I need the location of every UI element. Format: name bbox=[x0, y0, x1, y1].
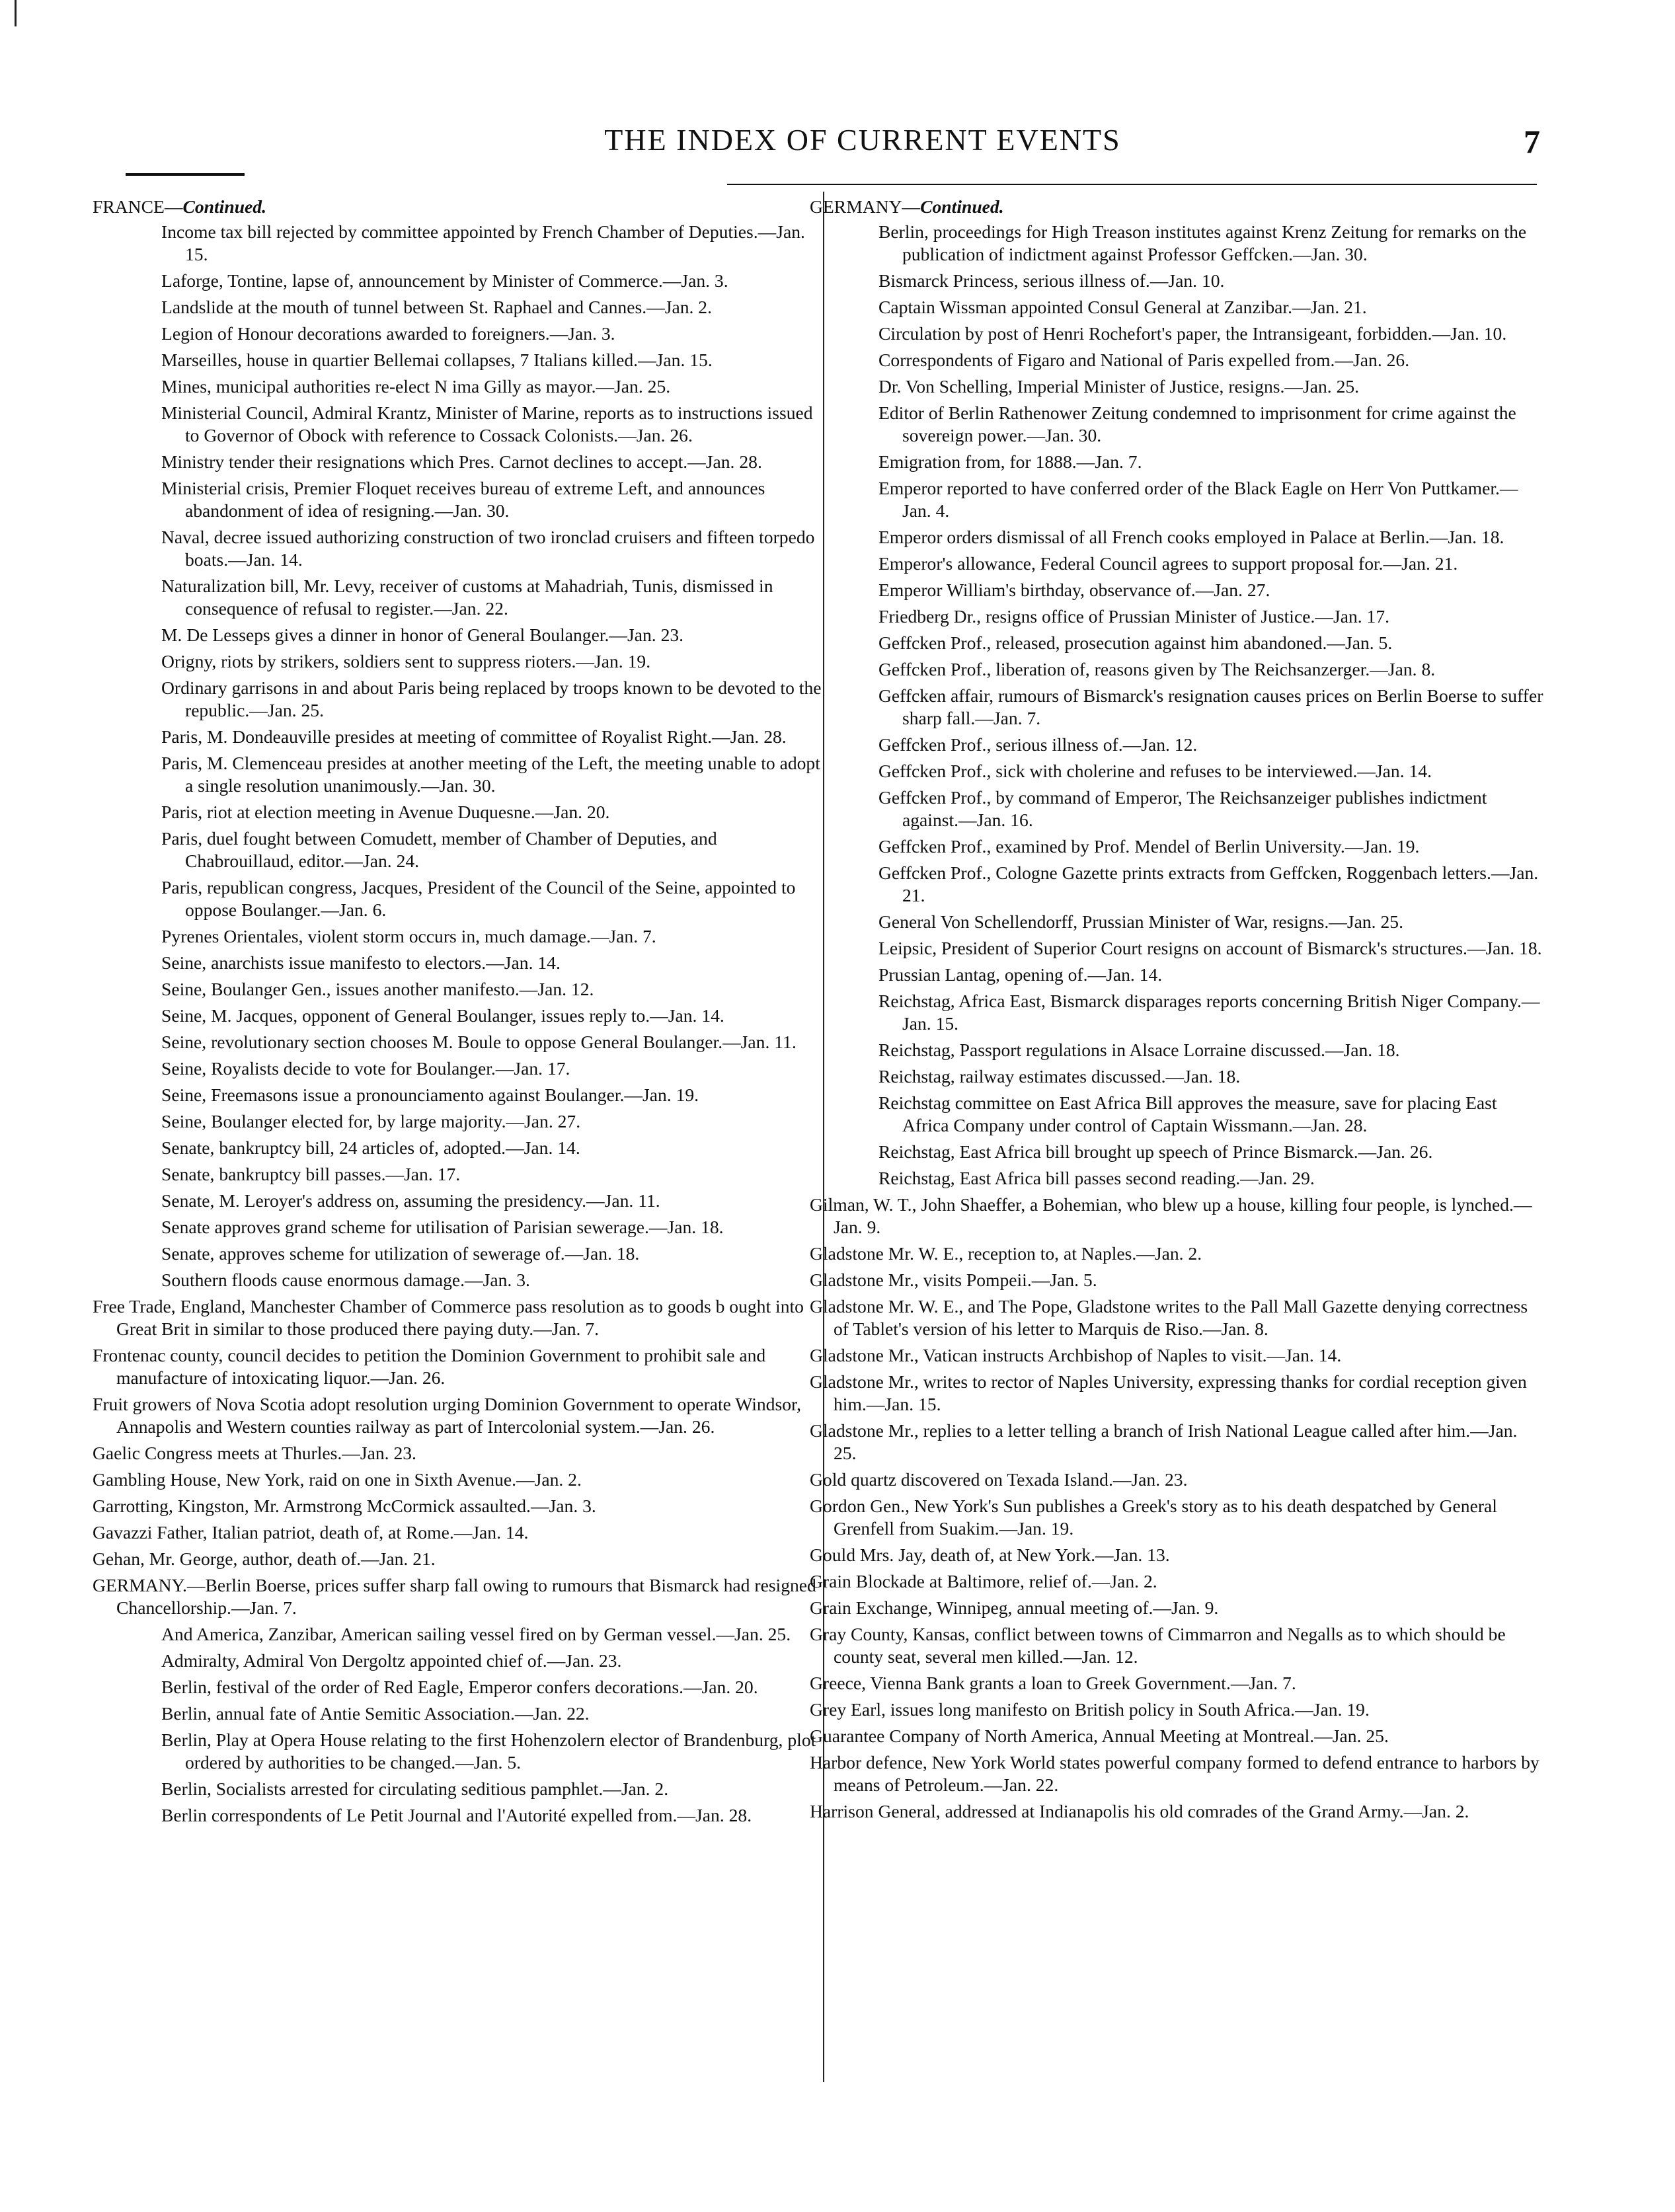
index-entry: Reichstag, East Africa bill passes second reading.—Jan. 29. bbox=[878, 1168, 1315, 1188]
index-entry: Gordon Gen., New York's Sun publishes a Greek's story as to his death despatched by General Grenfell from Suakim.—Jan. 19. bbox=[810, 1496, 1497, 1539]
index-entry: Emperor reported to have conferred order of the Black Eagle on Herr Von Puttkamer.—Jan. 4. bbox=[878, 478, 1518, 521]
section-name: FRANCE bbox=[93, 196, 165, 217]
index-entry: Senate, bankruptcy bill, 24 articles of, adopted.—Jan. 14. bbox=[161, 1137, 580, 1158]
index-entry: Seine, M. Jacques, opponent of General Boulanger, issues reply to.—Jan. 14. bbox=[161, 1005, 724, 1026]
index-entry: Seine, Freemasons issue a pronounciamento against Boulanger.—Jan. 19. bbox=[161, 1085, 699, 1105]
index-entry: Guarantee Company of North America, Annual Meeting at Montreal.—Jan. 25. bbox=[810, 1726, 1389, 1746]
index-entry: Fruit growers of Nova Scotia adopt resolution urging Dominion Government to operate Windsor, Annapolis and Western counties railway as part of Intercolonial system.—Jan. 26. bbox=[93, 1394, 801, 1437]
top-level-entries-left bbox=[93, 1295, 823, 1619]
section-heading-france: FRANCE—Continued. bbox=[93, 196, 266, 217]
index-entry: Harbor defence, New York World states powerful company formed to defend entrance to harbors by means of Petroleum.—Jan. 22. bbox=[810, 1752, 1539, 1795]
index-entry: Prussian Lantag, opening of.—Jan. 14. bbox=[878, 964, 1163, 985]
index-entry: Greece, Vienna Bank grants a loan to Greek Government.—Jan. 7. bbox=[810, 1673, 1296, 1693]
index-entry: Gladstone Mr. W. E., reception to, at Naples.—Jan. 2. bbox=[810, 1243, 1202, 1264]
index-entry: Berlin, festival of the order of Red Eagle, Emperor confers decorations.—Jan. 20. bbox=[161, 1677, 758, 1697]
index-entry: Laforge, Tontine, lapse of, announcement by Minister of Commerce.—Jan. 3. bbox=[161, 270, 728, 291]
index-entry: Reichstag, East Africa bill brought up speech of Prince Bismarck.—Jan. 26. bbox=[878, 1141, 1433, 1162]
index-entry: Southern floods cause enormous damage.—Jan. 3. bbox=[161, 1270, 530, 1290]
index-entry: Gold quartz discovered on Texada Island.—Jan. 23. bbox=[810, 1469, 1188, 1490]
header-rule-long bbox=[727, 184, 1537, 185]
index-entry: Gaelic Congress meets at Thurles.—Jan. 23. bbox=[93, 1443, 416, 1463]
index-entry: Berlin, annual fate of Antie Semitic Association.—Jan. 22. bbox=[161, 1703, 590, 1724]
index-entry: Geffcken Prof., by command of Emperor, The Reichsanzeiger publishes indictment against.—Jan. 16. bbox=[878, 787, 1487, 830]
index-entry: Berlin, Socialists arrested for circulating seditious pamphlet.—Jan. 2. bbox=[161, 1778, 669, 1799]
index-entry: Geffcken affair, rumours of Bismarck's resignation causes prices on Berlin Boerse to suffer sharp fall.—Jan. 7. bbox=[878, 685, 1543, 728]
index-entry: Ministry tender their resignations which Pres. Carnot declines to accept.—Jan. 28. bbox=[161, 451, 762, 472]
index-entry: Bismarck Princess, serious illness of.—Jan. 10. bbox=[878, 270, 1225, 291]
index-entry: Geffcken Prof., Cologne Gazette prints extracts from Geffcken, Roggenbach letters.—Jan. 21. bbox=[878, 862, 1539, 905]
index-entry: Ministerial crisis, Premier Floquet receives bureau of extreme Left, and announces abandonment of idea of resigning.—Jan. 30. bbox=[161, 478, 765, 521]
index-entry: Gladstone Mr., Vatican instructs Archbishop of Naples to visit.—Jan. 14. bbox=[810, 1345, 1342, 1365]
index-entry: Paris, M. Clemenceau presides at another meeting of the Left, the meeting unable to adopt a single resolution unanimously.—Jan. 30. bbox=[161, 753, 820, 796]
index-entry: Gladstone Mr., visits Pompeii.—Jan. 5. bbox=[810, 1270, 1097, 1290]
index-entry: Grey Earl, issues long manifesto on British policy in South Africa.—Jan. 19. bbox=[810, 1699, 1370, 1720]
index-entry: Gilman, W. T., John Shaeffer, a Bohemian, who blew up a house, killing four people, is lynched.—Jan. 9. bbox=[810, 1194, 1532, 1237]
index-entry: Gambling House, New York, raid on one in Sixth Avenue.—Jan. 2. bbox=[93, 1469, 582, 1490]
index-entry: Marseilles, house in quartier Bellemai collapses, 7 Italians killed.—Jan. 15. bbox=[161, 350, 713, 370]
section-heading-germany: GERMANY—Continued. bbox=[810, 196, 1004, 217]
index-entry: Friedberg Dr., resigns office of Prussian Minister of Justice.—Jan. 17. bbox=[878, 606, 1390, 627]
index-entry: Geffcken Prof., sick with cholerine and refuses to be interviewed.—Jan. 14. bbox=[878, 761, 1432, 781]
margin-mark bbox=[15, 0, 17, 26]
index-entry: Seine, anarchists issue manifesto to electors.—Jan. 14. bbox=[161, 952, 561, 973]
index-entry: Paris, republican congress, Jacques, President of the Council of the Seine, appointed to oppose Boulanger.—Jan. 6. bbox=[161, 877, 796, 920]
index-entry: Naval, decree issued authorizing construction of two ironclad cruisers and fifteen torpedo boats.—Jan. 14. bbox=[161, 527, 815, 570]
index-entry: Naturalization bill, Mr. Levy, receiver of customs at Mahadriah, Tunis, dismissed in consequence of refusal to register.—Jan. 22. bbox=[161, 576, 773, 619]
france-entries bbox=[93, 221, 823, 1291]
index-entry: Reichstag committee on East Africa Bill approves the measure, save for placing East Africa Company under control of Captain Wissmann.—Jan. 28. bbox=[878, 1092, 1497, 1135]
index-entry: Seine, revolutionary section chooses M. Boule to oppose General Boulanger.—Jan. 11. bbox=[161, 1032, 797, 1052]
index-entry: Gray County, Kansas, conflict between towns of Cimmarron and Negalls as to which should be county seat, several men killed.—Jan. 12. bbox=[810, 1624, 1506, 1667]
index-entry: Seine, Boulanger Gen., issues another manifesto.—Jan. 12. bbox=[161, 979, 594, 999]
index-entry: Emperor orders dismissal of all French cooks employed in Palace at Berlin.—Jan. 18. bbox=[878, 527, 1504, 547]
index-entry: Geffcken Prof., serious illness of.—Jan. 12. bbox=[878, 734, 1198, 755]
index-entry: Reichstag, Passport regulations in Alsace Lorraine discussed.—Jan. 18. bbox=[878, 1040, 1400, 1060]
index-entry: Emperor William's birthday, observance of.—Jan. 27. bbox=[878, 580, 1270, 600]
index-entry: Harrison General, addressed at Indianapolis his old comrades of the Grand Army.—Jan. 2. bbox=[810, 1801, 1469, 1821]
index-entry: Seine, Boulanger elected for, by large majority.—Jan. 27. bbox=[161, 1111, 581, 1131]
index-entry: Mines, municipal authorities re-elect N ima Gilly as mayor.—Jan. 25. bbox=[161, 376, 671, 397]
page-title: THE INDEX OF CURRENT EVENTS bbox=[604, 123, 1121, 157]
index-entry: Seine, Royalists decide to vote for Boulanger.—Jan. 17. bbox=[161, 1058, 570, 1079]
index-entry: Pyrenes Orientales, violent storm occurs in, much damage.—Jan. 7. bbox=[161, 926, 656, 946]
index-entry: Geffcken Prof., examined by Prof. Mendel of Berlin University.—Jan. 19. bbox=[878, 836, 1420, 857]
page-header bbox=[0, 122, 1675, 175]
index-entry: Emperor's allowance, Federal Council agrees to support proposal for.—Jan. 21. bbox=[878, 553, 1458, 574]
index-entry: Senate, M. Leroyer's address on, assuming the presidency.—Jan. 11. bbox=[161, 1190, 660, 1211]
page-number: 7 bbox=[1524, 123, 1540, 160]
index-entry: Editor of Berlin Rathenower Zeitung condemned to imprisonment for crime against the sovereign power.—Jan. 30. bbox=[878, 402, 1516, 445]
index-entry: Free Trade, England, Manchester Chamber of Commerce pass resolution as to goods b ought into Great Brit in similar to those produced there paying duty.—Jan. 7. bbox=[93, 1296, 804, 1339]
index-entry: Gladstone Mr., replies to a letter telling a branch of Irish National League called after him.—Jan. 25. bbox=[810, 1420, 1518, 1463]
index-entry: M. De Lesseps gives a dinner in honor of General Boulanger.—Jan. 23. bbox=[161, 625, 684, 645]
index-entry: Gavazzi Father, Italian patriot, death of, at Rome.—Jan. 14. bbox=[93, 1522, 529, 1543]
index-entry: Landslide at the mouth of tunnel between St. Raphael and Cannes.—Jan. 2. bbox=[161, 297, 712, 317]
section-continued: Continued. bbox=[182, 196, 266, 217]
index-entry: Gould Mrs. Jay, death of, at New York.—Jan. 13. bbox=[810, 1545, 1170, 1565]
index-entry: Berlin correspondents of Le Petit Journal and l'Autorité expelled from.—Jan. 28. bbox=[161, 1805, 752, 1825]
index-entry: Reichstag, railway estimates discussed.—Jan. 18. bbox=[878, 1066, 1241, 1087]
index-entry: Income tax bill rejected by committee appointed by French Chamber of Deputies.—Jan. 15. bbox=[161, 221, 805, 264]
germany-entries-left bbox=[93, 1623, 823, 1827]
index-entry: Senate, approves scheme for utilization of sewerage of.—Jan. 18. bbox=[161, 1243, 640, 1264]
left-column bbox=[93, 196, 823, 1831]
index-entry: Ministerial Council, Admiral Krantz, Minister of Marine, reports as to instructions issued to Governor of Obock with reference to Cossack Colonists.—Jan. 26. bbox=[161, 402, 813, 445]
index-entry: Garrotting, Kingston, Mr. Armstrong McCormick assaulted.—Jan. 3. bbox=[93, 1496, 596, 1516]
index-entry: Gehan, Mr. George, author, death of.—Jan. 21. bbox=[93, 1548, 436, 1569]
index-entry: Paris, riot at election meeting in Avenue Duquesne.—Jan. 20. bbox=[161, 802, 610, 822]
index-entry: Geffcken Prof., liberation of, reasons given by The Reichsanzerger.—Jan. 8. bbox=[878, 659, 1436, 679]
index-entry: Admiralty, Admiral Von Dergoltz appointed chief of.—Jan. 23. bbox=[161, 1650, 622, 1671]
index-entry: Correspondents of Figaro and National of Paris expelled from.—Jan. 26. bbox=[878, 350, 1410, 370]
index-entry: Captain Wissman appointed Consul General at Zanzibar.—Jan. 21. bbox=[878, 297, 1367, 317]
section-name: GERMANY bbox=[810, 196, 902, 217]
section-continued: Continued. bbox=[920, 196, 1004, 217]
index-entry: Berlin, Play at Opera House relating to the first Hohenzolern elector of Brandenburg, plot ordered by authorities to be changed.—Jan. 5. bbox=[161, 1730, 816, 1773]
index-entry: Grain Exchange, Winnipeg, annual meeting of.—Jan. 9. bbox=[810, 1597, 1219, 1618]
index-entry: Frontenac county, council decides to petition the Dominion Government to prohibit sale and manufacture of intoxicating liquor.—Jan. 26. bbox=[93, 1345, 766, 1388]
index-entry: Senate, bankruptcy bill passes.—Jan. 17. bbox=[161, 1164, 461, 1184]
index-entry: Gladstone Mr. W. E., and The Pope, Gladstone writes to the Pall Mall Gazette denying correctness of Tablet's version of his letter to Marquis de Riso.—Jan. 8. bbox=[810, 1296, 1528, 1339]
germany-entries-right bbox=[810, 221, 1543, 1190]
index-entry: Legion of Honour decorations awarded to foreigners.—Jan. 3. bbox=[161, 323, 615, 344]
index-entry: And America, Zanzibar, American sailing vessel fired on by German vessel.—Jan. 25. bbox=[161, 1624, 791, 1644]
index-entry: Origny, riots by strikers, soldiers sent to suppress rioters.—Jan. 19. bbox=[161, 651, 651, 671]
index-entry: GERMANY.—Berlin Boerse, prices suffer sharp fall owing to rumours that Bismarck had resigned Chancellorship.—Jan. 7. bbox=[93, 1575, 816, 1618]
index-entry: Emigration from, for 1888.—Jan. 7. bbox=[878, 451, 1142, 472]
right-column bbox=[810, 196, 1543, 1827]
index-entry: General Von Schellendorff, Prussian Minister of War, resigns.—Jan. 25. bbox=[878, 911, 1403, 932]
index-entry: Ordinary garrisons in and about Paris being replaced by troops known to be devoted to the republic.—Jan. 25. bbox=[161, 677, 822, 720]
index-entry: Berlin, proceedings for High Treason institutes against Krenz Zeitung for remarks on the publication of indictment against Professor Geffcken.—Jan. 30. bbox=[878, 221, 1527, 264]
index-entry: Reichstag, Africa East, Bismarck disparages reports concerning British Niger Company.—Jan. 15. bbox=[878, 991, 1540, 1034]
header-rule-short bbox=[126, 173, 245, 176]
index-entry: Paris, duel fought between Comudett, member of Chamber of Deputies, and Chabrouillaud, editor.—Jan. 24. bbox=[161, 828, 717, 871]
index-entry: Paris, M. Dondeauville presides at meeting of committee of Royalist Right.—Jan. 28. bbox=[161, 726, 787, 747]
top-level-entries-right bbox=[810, 1194, 1543, 1823]
index-entry: Senate approves grand scheme for utilisation of Parisian sewerage.—Jan. 18. bbox=[161, 1217, 724, 1237]
index-entry: Gladstone Mr., writes to rector of Naples University, expressing thanks for cordial reception given him.—Jan. 15. bbox=[810, 1371, 1527, 1414]
index-entry: Dr. Von Schelling, Imperial Minister of Justice, resigns.—Jan. 25. bbox=[878, 376, 1360, 397]
index-entry: Leipsic, President of Superior Court resigns on account of Bismarck's structures.—Jan. 18. bbox=[878, 938, 1542, 958]
index-entry: Circulation by post of Henri Rochefort's paper, the Intransigeant, forbidden.—Jan. 10. bbox=[878, 323, 1507, 344]
index-entry: Geffcken Prof., released, prosecution against him abandoned.—Jan. 5. bbox=[878, 632, 1393, 653]
index-entry: Grain Blockade at Baltimore, relief of.—Jan. 2. bbox=[810, 1571, 1157, 1591]
